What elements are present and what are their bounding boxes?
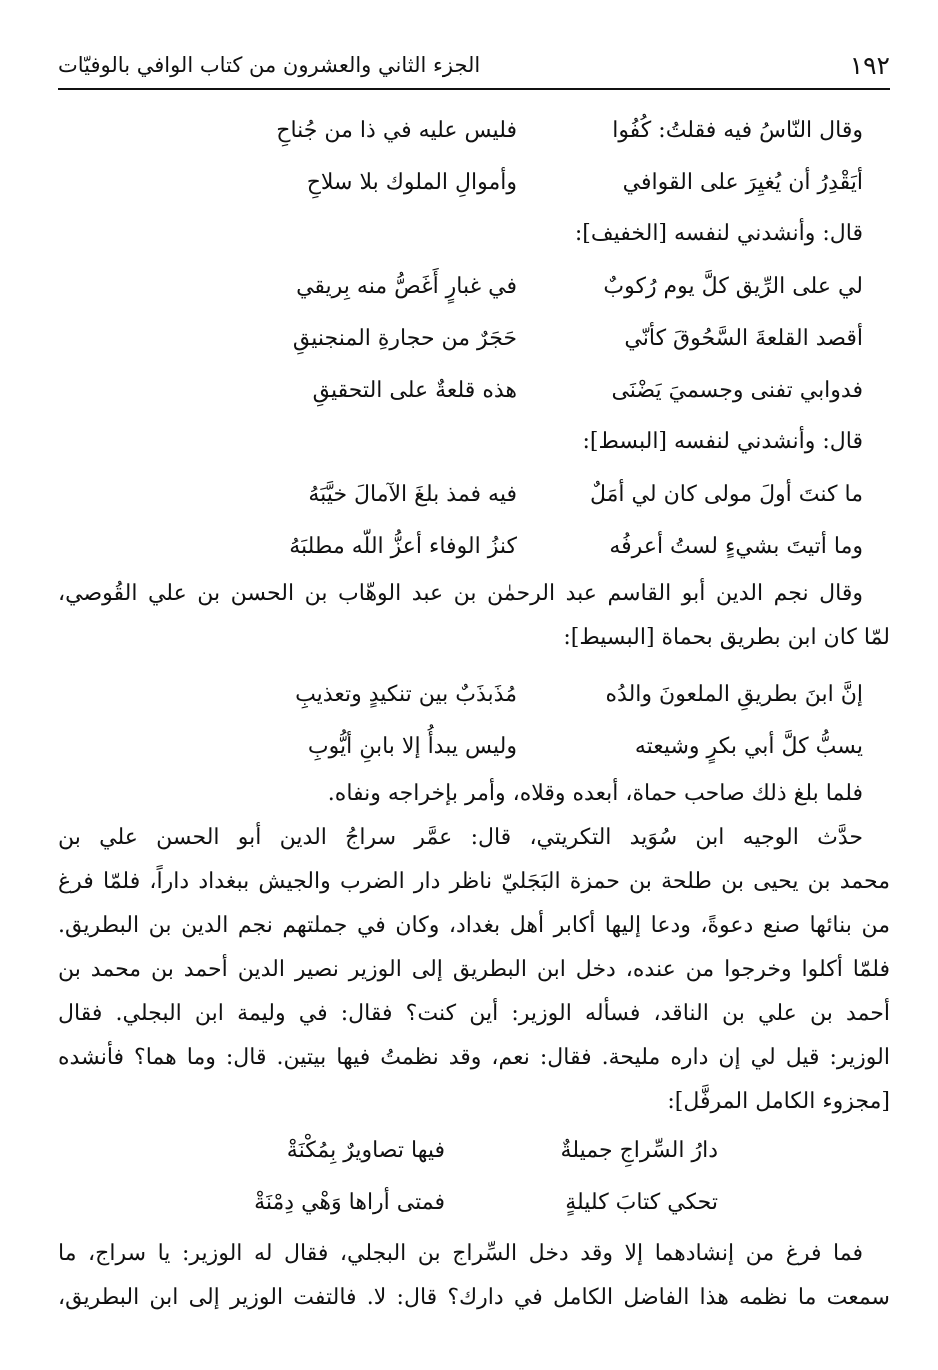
page-number: ١٩٢ xyxy=(849,50,890,80)
verse-line xyxy=(58,260,890,312)
verse-first-hemistich: دارُ السِّراجِ جميلةٌ xyxy=(560,1137,718,1163)
verse-intro: قال: وأنشدني لنفسه [البسط]: xyxy=(582,429,863,454)
verse-line xyxy=(58,156,890,208)
verse-line xyxy=(58,720,890,772)
verse-second-hemistich: مُذَبذَبٌ بين تنكيدٍ وتعذيبِ xyxy=(295,681,517,707)
verse-first-hemistich: فدوابي تفنى وجسميَ يَضْنَى xyxy=(611,377,863,403)
verse-line xyxy=(58,520,890,572)
verse-second-hemistich: وأموالِ الملوك بلا سلاحِ xyxy=(306,169,517,195)
verse-first-hemistich: يسبُّ كلَّ أبي بكرٍ وشيعته xyxy=(634,733,863,759)
verse-line xyxy=(58,364,890,416)
verse-line xyxy=(58,1124,890,1176)
verse-second-hemistich: فمتى أراها وَهْي دِمْنَةْ xyxy=(254,1189,445,1215)
text-line: وقال نجم الدين أبو القاسم عبد الرحمٰن بن عبد الوهّاب بن الحسن بن علي القُوصي، xyxy=(58,581,863,606)
verse-first-hemistich: وما أتيتَ بشيءٍ لستُ أعرفُه xyxy=(609,533,863,559)
text-line: لمّا كان ابن بطريق بحماة [البسيط]: xyxy=(563,625,890,650)
verse-second-hemistich: حَجَرٌ من حجارةِ المنجنيقِ xyxy=(292,325,517,351)
verse-first-hemistich: إنَّ ابنَ بطريقِ الملعونَ والدُه xyxy=(605,681,863,707)
verse-line xyxy=(58,312,890,364)
text-line: محمد بن يحيى بن طلحة بن حمزة البَجَليّ ناظر دار الضرب والجيش ببغداد داراً، فلمّا فرغ xyxy=(58,869,890,894)
verse-second-hemistich: فيها تصاويرٌ بِمُكْنَةْ xyxy=(286,1137,445,1163)
text-line: فما فرغ من إنشادهما إلا وقد دخل السِّراج بن البجلي، فقال له الوزير: يا سراج، ما xyxy=(58,1241,863,1266)
verse-intro: قال: وأنشدني لنفسه [الخفيف]: xyxy=(574,221,863,246)
verse-second-hemistich: فليس عليه في ذا من جُناحِ xyxy=(276,117,517,143)
verse-second-hemistich: وليس يبدأُ إلا بابنِ أيُّوبِ xyxy=(307,733,517,759)
text-line: أحمد بن علي بن الناقد، فسأله الوزير: أين كنت؟ فقال: في وليمة ابن البجلي. فقال xyxy=(58,1001,890,1026)
text-line: [مجزوء الكامل المرفَّل]: xyxy=(667,1089,890,1114)
verse-second-hemistich: فيه فمذ بلغَ الآمالَ خيَّبَهُ xyxy=(308,481,517,507)
verse-line xyxy=(58,1176,890,1228)
page-body xyxy=(58,104,890,1320)
verse-second-hemistich: في غبارٍ أَغَصُّ منه بِريقي xyxy=(296,273,517,299)
verse-first-hemistich: ما كنتَ أولَ مولى كان لي أمَلٌ xyxy=(589,481,863,507)
running-title: الجزء الثاني والعشرون من كتاب الوافي بالوفيّات xyxy=(58,53,481,77)
text-line: حدَّث الوجيه ابن سُوَيد التكريتي، قال: عمَّر سراجُ الدين أبو الحسن علي بن xyxy=(58,825,863,850)
text-line: الوزير: قيل لي إن داره مليحة. فقال: نعم، وقد نظمتُ فيها بيتين. قال: وما هما؟ فأنشده xyxy=(58,1045,890,1070)
verse-first-hemistich: تحكي كتابَ كليلةٍ xyxy=(565,1189,718,1215)
text-line: سمعت ما نظمه هذا الفاضل الكامل في دارك؟ قال: لا. فالتفت الوزير إلى ابن البطريق، xyxy=(58,1285,890,1310)
verse-line xyxy=(58,468,890,520)
verse-first-hemistich: وقال النّاسُ فيه فقلتُ: كُفُوا xyxy=(612,117,863,143)
verse-second-hemistich: هذه قلعةٌ على التحقيقِ xyxy=(312,377,517,403)
verse-line xyxy=(58,104,890,156)
text-line: من بنائها صنع دعوةً، ودعا إليها أكابر أهل بغداد، وكان في جملتهم نجم الدين بن البطريق. xyxy=(58,913,890,938)
page-header xyxy=(58,42,890,90)
verse-first-hemistich: أيَقْدِرُ أن يُغيِرَ على القوافي xyxy=(622,169,863,195)
verse-first-hemistich: لي على الرِّيق كلَّ يوم رُكوبٌ xyxy=(603,273,863,299)
text-line: فلمّا أكلوا وخرجوا من عنده، دخل ابن البطريق إلى الوزير نصير الدين أحمد بن محمد بن xyxy=(58,957,890,982)
verse-second-hemistich: كنزُ الوفاء أعزُّ اللّه مطلبَهُ xyxy=(289,533,517,559)
verse-first-hemistich: أقصد القلعةَ السَّحُوقَ كأنّي xyxy=(624,325,863,351)
text-line: فلما بلغ ذلك صاحب حماة، أبعده وقلاه، وأمر بإخراجه ونفاه. xyxy=(327,781,863,806)
verse-line xyxy=(58,668,890,720)
